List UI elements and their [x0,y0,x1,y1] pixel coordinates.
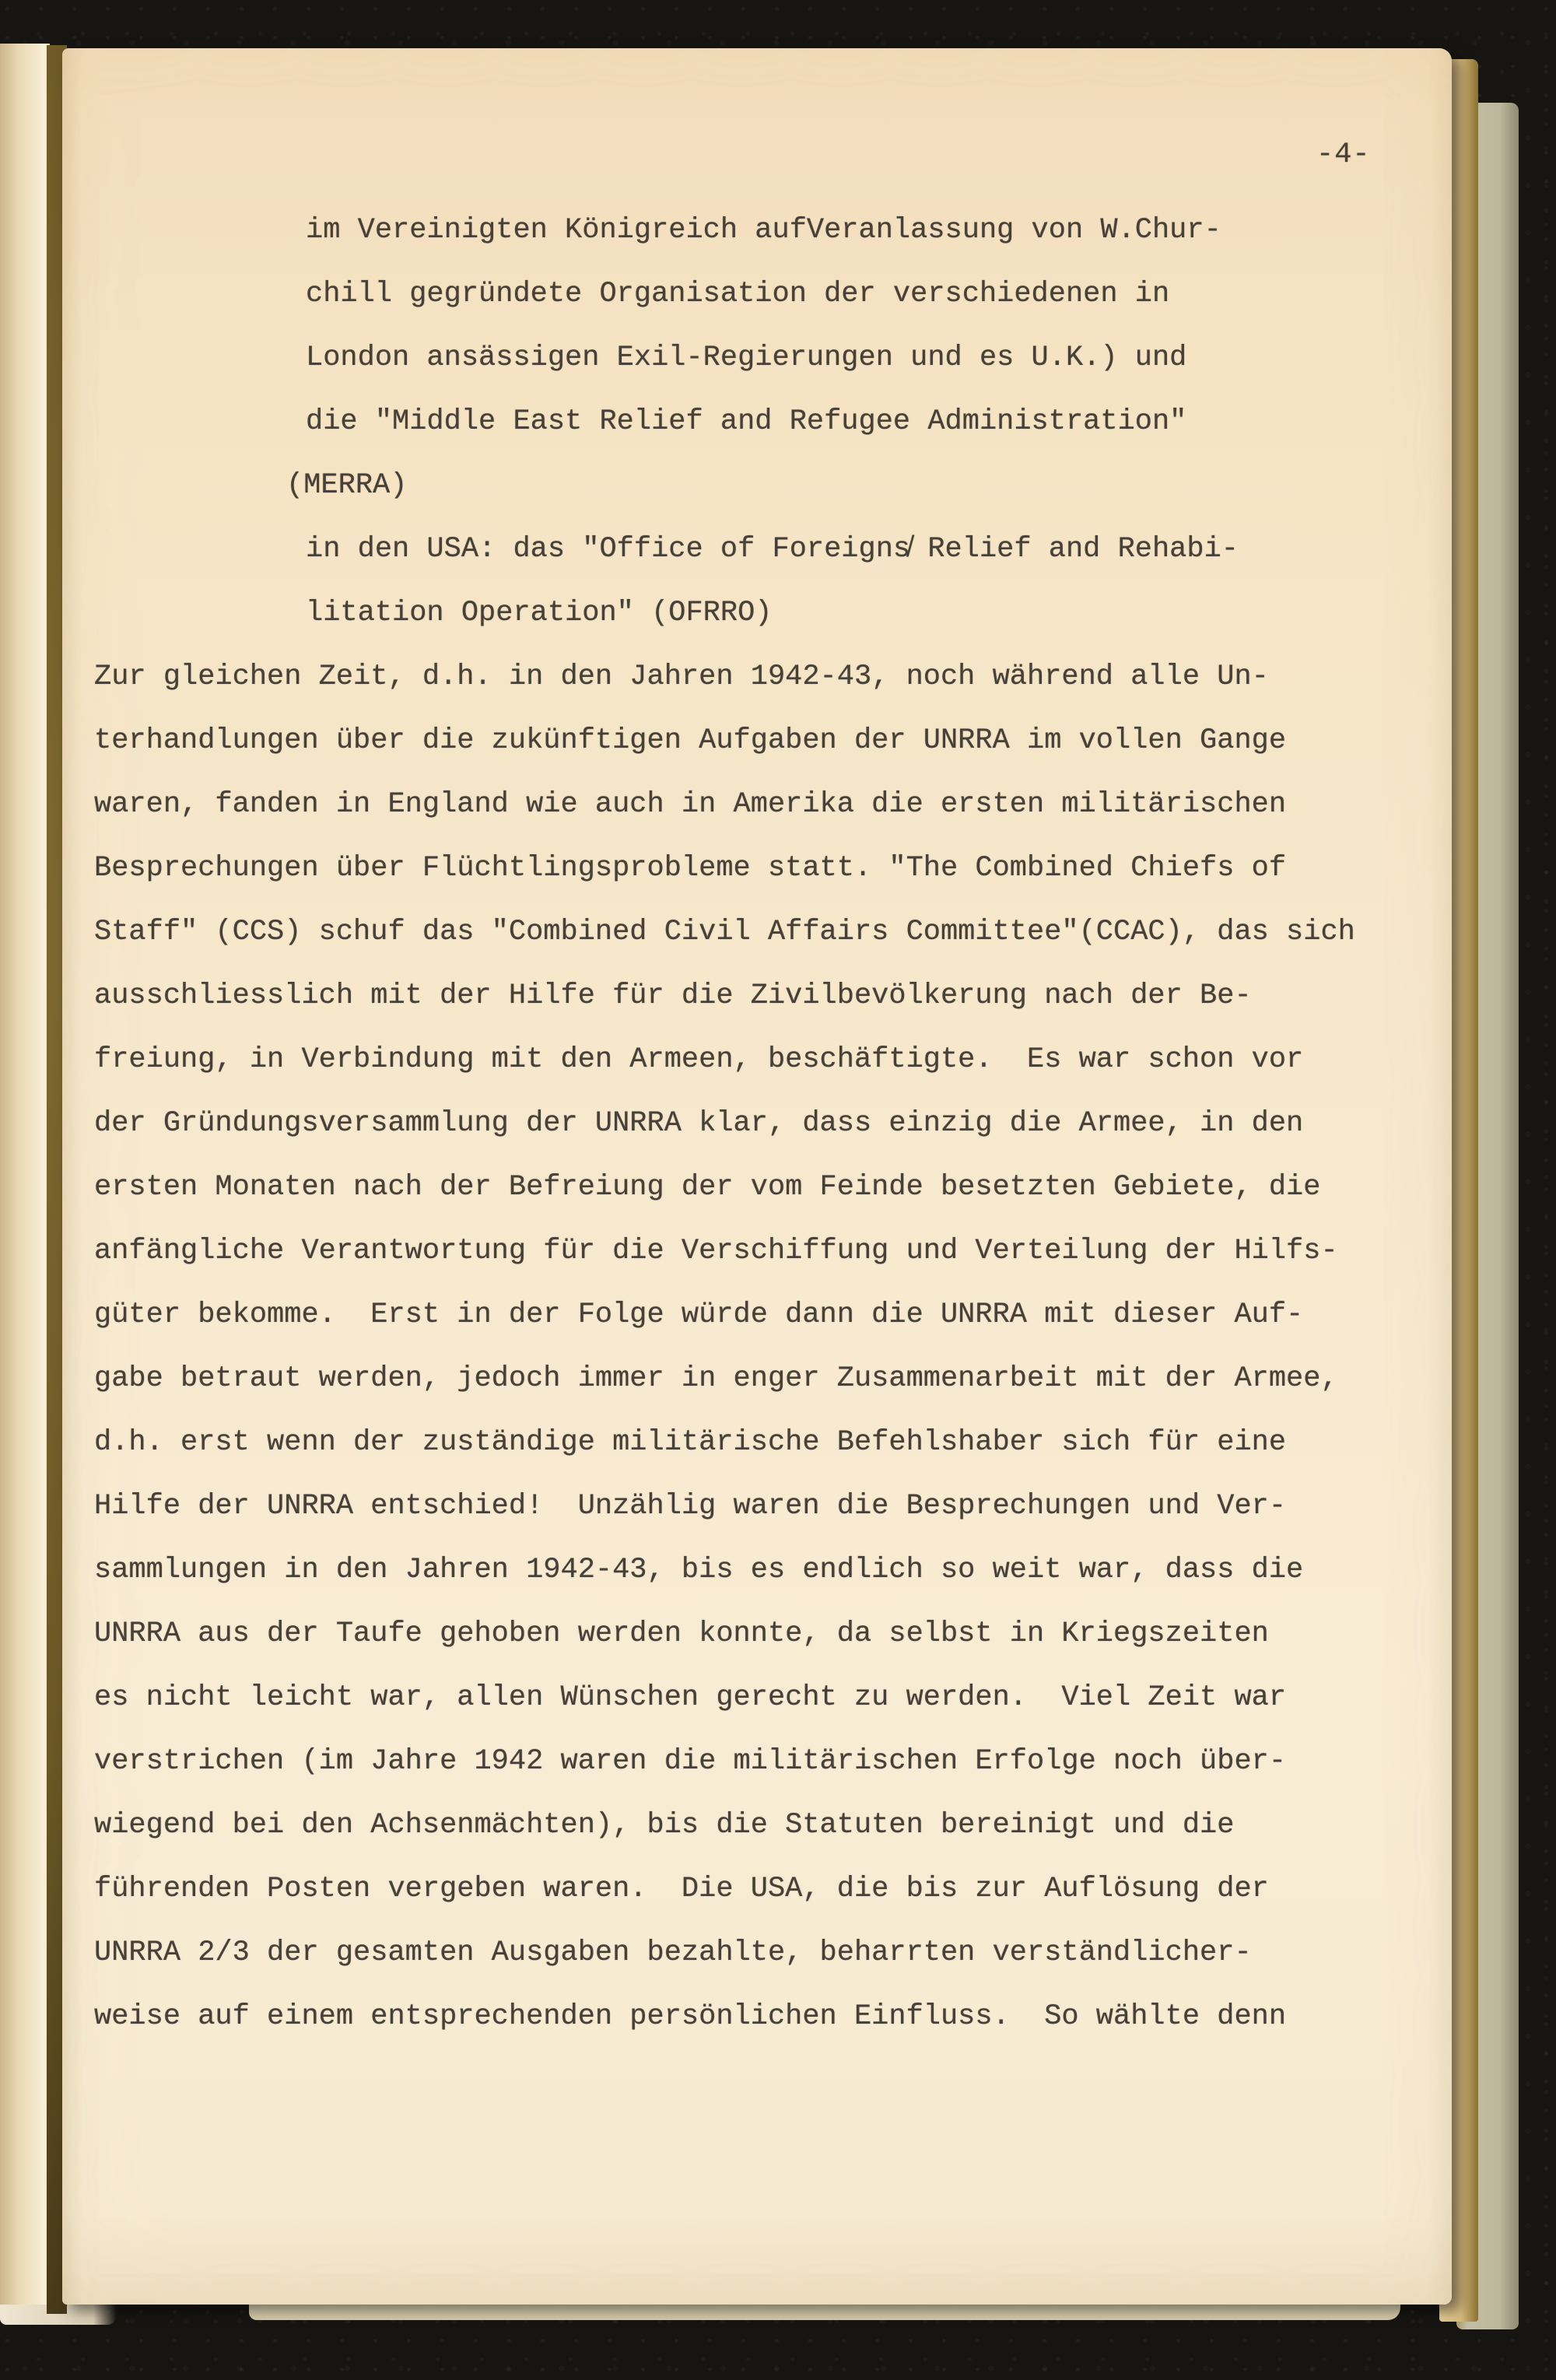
typewritten-line: litation Operation" (OFRRO) [306,597,773,629]
typewritten-line: London ansässigen Exil-Regierungen und es U.K.) und [306,342,1187,374]
typewritten-line: führenden Posten vergeben waren. Die USA, die bis zur Auflösung der [94,1873,1269,1905]
text-column [62,198,1452,2049]
typewritten-line: Zur gleichen Zeit, d.h. in den Jahren 1942-43, noch während alle Un- [94,661,1269,693]
typewritten-line: im Vereinigten Königreich aufVeranlassung von W.Chur- [306,214,1221,247]
page-number: -4- [1316,138,1371,171]
document-page [62,48,1452,2305]
typewritten-line: verstrichen (im Jahre 1942 waren die militärischen Erfolge noch über- [94,1745,1287,1778]
typewritten-line: terhandlungen über die zukünftigen Aufgaben der UNRRA im vollen Gange [94,724,1287,757]
typewritten-line: sammlungen in den Jahren 1942-43, bis es endlich so weit war, dass die [94,1554,1304,1586]
typewritten-line: gabe betraut werden, jedoch immer in enger Zusammenarbeit mit der Armee, [94,1362,1338,1395]
typewritten-line: güter bekomme. Erst in der Folge würde dann die UNRRA mit dieser Auf- [94,1299,1304,1331]
typewritten-line: die "Middle East Relief and Refugee Administration" [306,405,1187,438]
typewritten-line: chill gegründete Organisation der verschiedenen in [306,278,1170,310]
typewritten-line: waren, fanden in England wie auch in Amerika die ersten militärischen [94,788,1287,821]
typewritten-line: wiegend bei den Achsenmächten), bis die Statuten bereinigt und die [94,1809,1235,1842]
typewritten-line: weise auf einem entsprechenden persönlichen Einfluss. So wählte denn [94,2000,1287,2033]
typewritten-line: Staff" (CCS) schuf das "Combined Civil Affairs Committee"(CCAC), das sich [94,916,1355,948]
typewritten-line: es nicht leicht war, allen Wünschen gerecht zu werden. Viel Zeit war [94,1681,1287,1714]
typewritten-line: freiung, in Verbindung mit den Armeen, beschäftigte. Es war schon vor [94,1043,1304,1076]
typewritten-line: UNRRA 2/3 der gesamten Ausgaben bezahlte, beharrten verständlicher- [94,1937,1252,1969]
typewritten-line: (MERRA) [286,469,408,502]
typewritten-line: Besprechungen über Flüchtlingsprobleme statt. "The Combined Chiefs of [94,852,1287,885]
underlying-page-left-edge [0,44,50,2317]
typewritten-line: anfängliche Verantwortung für die Verschiffung und Verteilung der Hilfs- [94,1235,1338,1267]
typewritten-line: d.h. erst wenn der zuständige militärische Befehlshaber sich für eine [94,1426,1287,1459]
typewritten-line: UNRRA aus der Taufe gehoben werden konnte, da selbst in Kriegszeiten [94,1618,1269,1650]
typewritten-line: ersten Monaten nach der Befreiung der vom Feinde besetzten Gebiete, die [94,1171,1321,1204]
typewritten-line: der Gründungsversammlung der UNRRA klar, dass einzig die Armee, in den [94,1107,1304,1140]
typewritten-line: ausschliesslich mit der Hilfe für die Zivilbevölkerung nach der Be- [94,980,1252,1012]
typewritten-line: in den USA: das "Office of Foreigns̸ Relief and Rehabi- [306,533,1239,566]
typewritten-line: Hilfe der UNRRA entschied! Unzählig waren die Besprechungen und Ver- [94,1490,1287,1523]
